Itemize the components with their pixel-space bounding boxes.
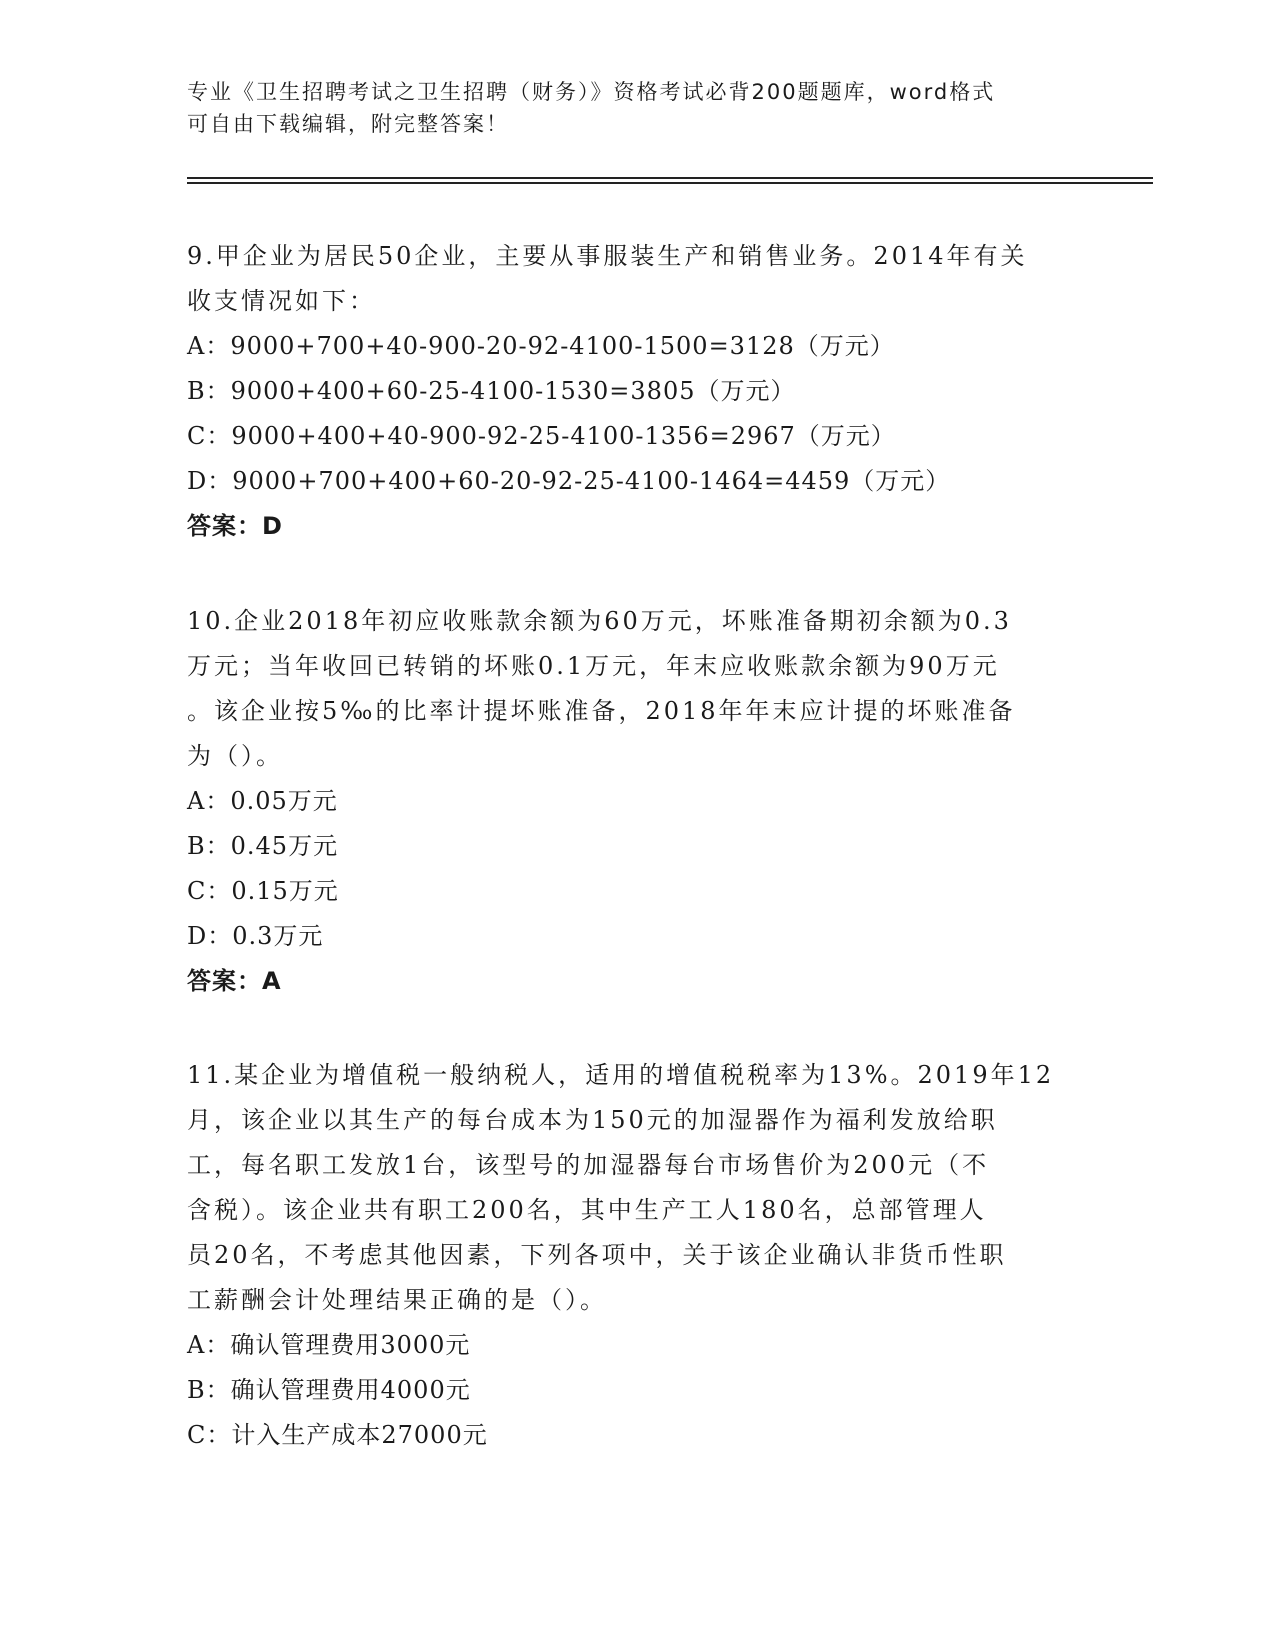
header-line-2: 可自由下载编辑，附完整答案！	[187, 112, 509, 136]
question-9	[187, 234, 1087, 549]
question-text-line: 工薪酬会计处理结果正确的是（）。	[187, 1286, 607, 1314]
question-text-line: 10.企业2018年初应收账款余额为60万元，坏账准备期初余额为0.3	[187, 607, 1012, 635]
question-text-line: 月，该企业以其生产的每台成本为150元的加湿器作为福利发放给职	[187, 1106, 998, 1134]
question-text-line: 11.某企业为增值税一般纳税人，适用的增值税税率为13%。2019年12	[187, 1061, 1055, 1089]
option-d: D：9000+700+400+60-20-92-25-4100-1464=4459（万元）	[187, 467, 951, 495]
option-c: C：9000+400+40-900-92-25-4100-1356=2967（万元）	[187, 422, 896, 450]
answer: 答案：D	[187, 512, 283, 540]
option-b: B：0.45万元	[187, 832, 339, 860]
option-b: B：确认管理费用4000元	[187, 1376, 471, 1404]
answer: 答案：A	[187, 967, 282, 995]
option-c: C：计入生产成本27000元	[187, 1421, 488, 1449]
question-text-line: 含税）。该企业共有职工200名，其中生产工人180名，总部管理人	[187, 1196, 987, 1224]
option-a: A：9000+700+40-900-20-92-4100-1500=3128（万元）	[187, 332, 895, 360]
question-text-line: 9.甲企业为居民50企业，主要从事服装生产和销售业务。2014年有关	[187, 242, 1028, 270]
question-text-line: 万元；当年收回已转销的坏账0.1万元，年末应收账款余额为90万元	[187, 652, 1000, 680]
question-10	[187, 599, 1087, 1004]
question-text-line: 收支情况如下：	[187, 287, 376, 315]
question-text-line: 为（）。	[187, 742, 283, 770]
option-a: A：确认管理费用3000元	[187, 1331, 471, 1359]
document-header	[187, 76, 1067, 140]
option-b: B：9000+400+60-25-4100-1530=3805（万元）	[187, 377, 796, 405]
question-11	[187, 1053, 1087, 1458]
question-text-line: 工，每名职工发放1台，该型号的加湿器每台市场售价为200元（不	[187, 1151, 990, 1179]
header-line-1: 专业《卫生招聘考试之卫生招聘（财务）》资格考试必背200题题库，word格式	[187, 80, 996, 104]
question-text-line: 员20名，不考虑其他因素，下列各项中，关于该企业确认非货币性职	[187, 1241, 1007, 1269]
option-a: A：0.05万元	[187, 787, 338, 815]
header-divider-bottom	[187, 182, 1153, 184]
option-c: C：0.15万元	[187, 877, 339, 905]
option-d: D：0.3万元	[187, 922, 324, 950]
header-divider-top	[187, 177, 1153, 179]
question-text-line: 。该企业按5‰的比率计提坏账准备，2018年年末应计提的坏账准备	[187, 697, 1016, 725]
